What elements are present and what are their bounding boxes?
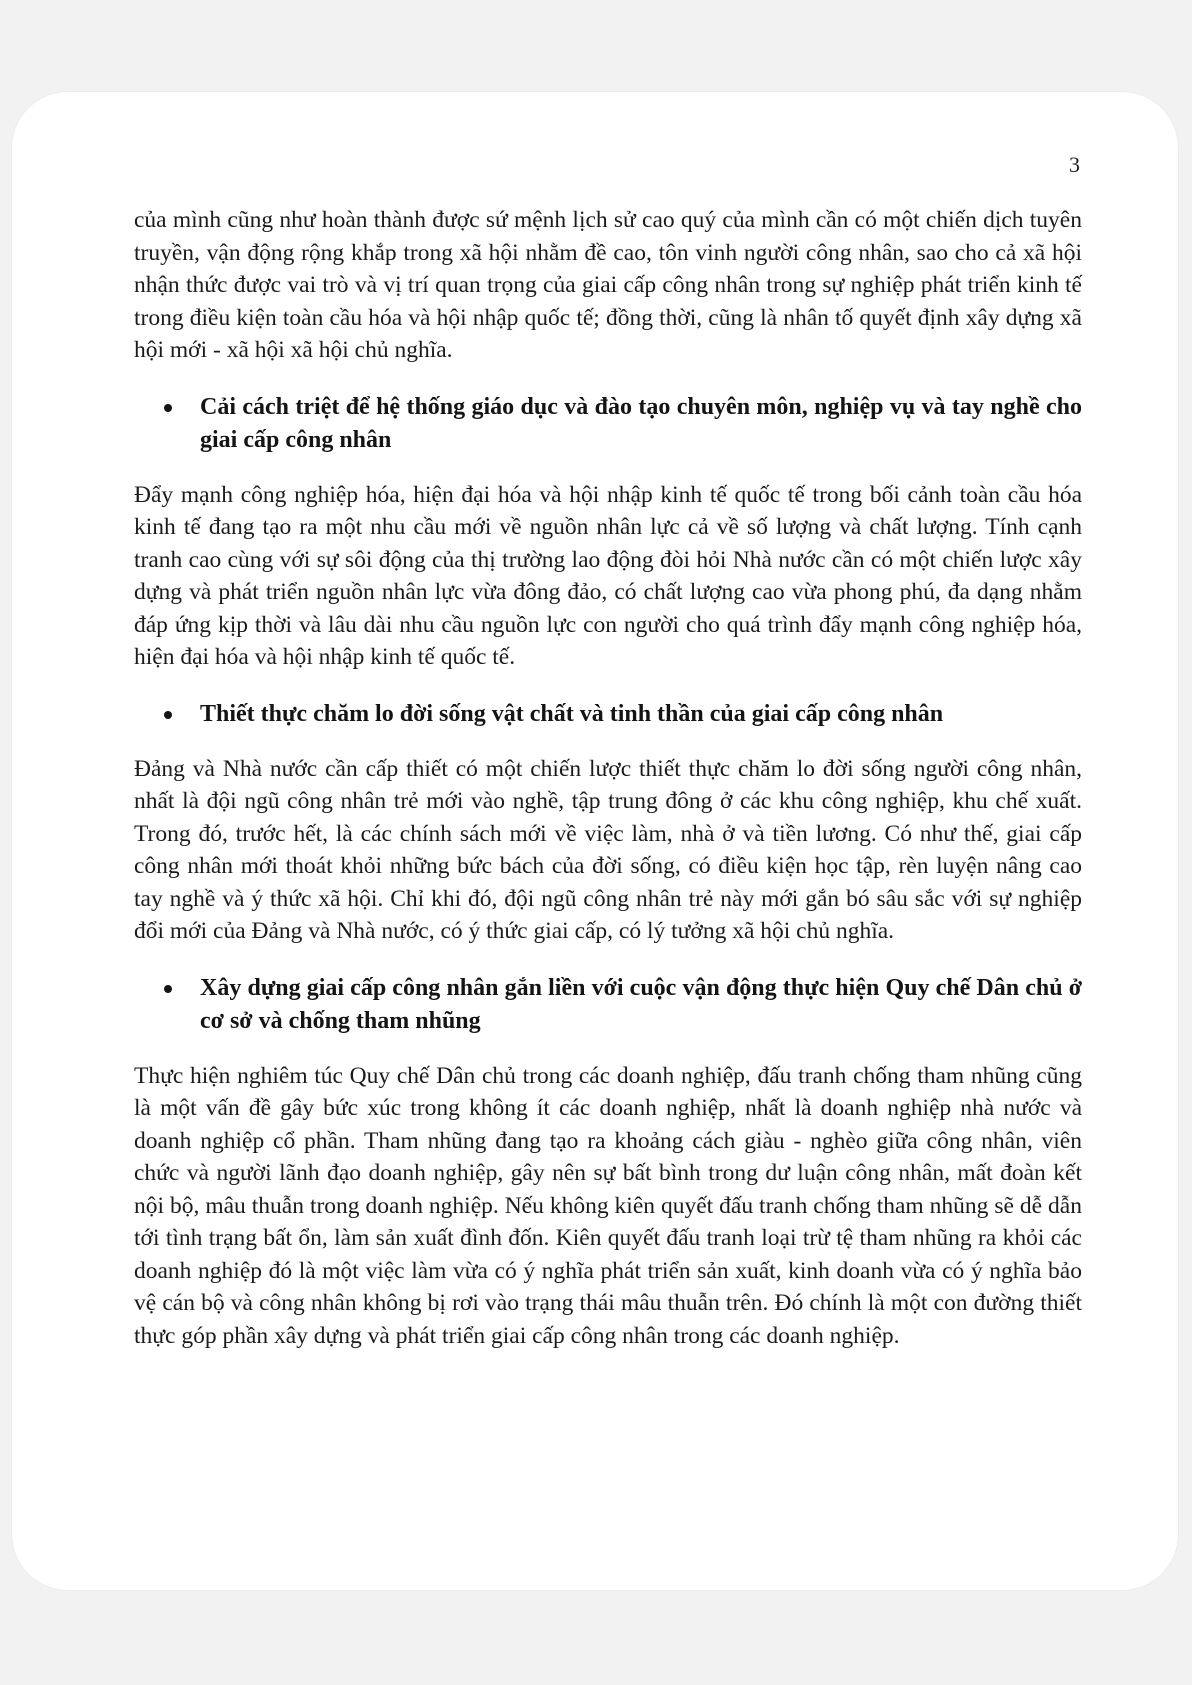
heading-text: Cải cách triệt để hệ thống giáo dục và đào tạo chuyên môn, nghiệp vụ và tay nghề cho giai cấp công nhân xyxy=(200,393,1082,453)
page-number: 3 xyxy=(1069,152,1080,177)
bullet-icon xyxy=(164,711,172,719)
heading-democracy-anticorruption xyxy=(134,972,1082,1038)
heading-education-reform xyxy=(134,391,1082,457)
paragraph-education: Đẩy mạnh công nghiệp hóa, hiện đại hóa và hội nhập kinh tế quốc tế trong bối cảnh toàn cầu hóa kinh tế đang tạo ra một nhu cầu mới về nguồn nhân lực cả về số lượng và chất lượng. Tính cạnh tranh cao cùng với sự sôi động của thị trường lao động đòi hỏi Nhà nước cần có một chiến lược xây dựng và phát triển nguồn nhân lực vừa đông đảo, có chất lượng cao vừa phong phú, đa dạng nhằm đáp ứng kịp thời và lâu dài nhu cầu nguồn lực con người cho quá trình đẩy mạnh công nghiệp hóa, hiện đại hóa và hội nhập kinh tế quốc tế. xyxy=(134,481,1082,670)
paragraph-intro: của mình cũng như hoàn thành được sứ mệnh lịch sử cao quý của mình cần có một chiến dịch tuyên truyền, vận động rộng khắp trong xã hội nhằm đề cao, tôn vinh người công nhân, sao cho cả xã hội nhận thức được vai trò và vị trí quan trọng của giai cấp công nhân trong sự nghiệp phát triển kinh tế trong điều kiện toàn cầu hóa và hội nhập quốc tế; đồng thời, cũng là nhân tố quyết định xây dựng xã hội mới - xã hội xã hội chủ nghĩa. xyxy=(134,207,1082,363)
bullet-icon xyxy=(164,985,172,993)
document-page[interactable] xyxy=(12,92,1178,1590)
paragraph-anticorruption: Thực hiện nghiêm túc Quy chế Dân chủ trong các doanh nghiệp, đấu tranh chống tham nhũng cũng là một vấn đề gây bức xúc trong không ít các doanh nghiệp, nhất là doanh nghiệp nhà nước và doanh nghiệp cổ phần. Tham nhũng đang tạo ra khoảng cách giàu - nghèo giữa công nhân, viên chức và người lãnh đạo doanh nghiệp, gây nên sự bất bình trong dư luận công nhân, mất đoàn kết nội bộ, mâu thuẫn trong doanh nghiệp. Nếu không kiên quyết đấu tranh chống tham nhũng sẽ dễ dẫn tới tình trạng bất ổn, làm sản xuất đình đốn. Kiên quyết đấu tranh loại trừ tệ tham nhũng ra khỏi các doanh nghiệp đó là một việc làm vừa có ý nghĩa phát triển sản xuất, kinh doanh vừa có ý nghĩa bảo vệ cán bộ và công nhân không bị rơi vào trạng thái mâu thuẫn trên. Đó chính là một con đường thiết thực góp phần xây dựng và phát triển giai cấp công nhân trong các doanh nghiệp. xyxy=(134,1062,1082,1349)
heading-text: Xây dựng giai cấp công nhân gắn liền với cuộc vận động thực hiện Quy chế Dân chủ ở cơ sở và chống tham nhũng xyxy=(200,974,1082,1034)
page-content xyxy=(134,204,1082,1352)
heading-living-conditions xyxy=(134,698,1082,731)
heading-text: Thiết thực chăm lo đời sống vật chất và tinh thần của giai cấp công nhân xyxy=(200,700,944,727)
paragraph-living-conditions: Đảng và Nhà nước cần cấp thiết có một chiến lược thiết thực chăm lo đời sống người công nhân, nhất là đội ngũ công nhân trẻ mới vào nghề, tập trung đông ở các khu công nghiệp, khu chế xuất. Trong đó, trước hết, là các chính sách mới về việc làm, nhà ở và tiền lương. Có như thế, giai cấp công nhân mới thoát khỏi những bức bách của đời sống, có điều kiện học tập, rèn luyện nâng cao tay nghề và ý thức xã hội. Chỉ khi đó, đội ngũ công nhân trẻ này mới gắn bó sâu sắc với sự nghiệp đổi mới của Đảng và Nhà nước, có ý thức giai cấp, có lý tưởng xã hội chủ nghĩa. xyxy=(134,755,1082,944)
bullet-icon xyxy=(164,404,172,412)
